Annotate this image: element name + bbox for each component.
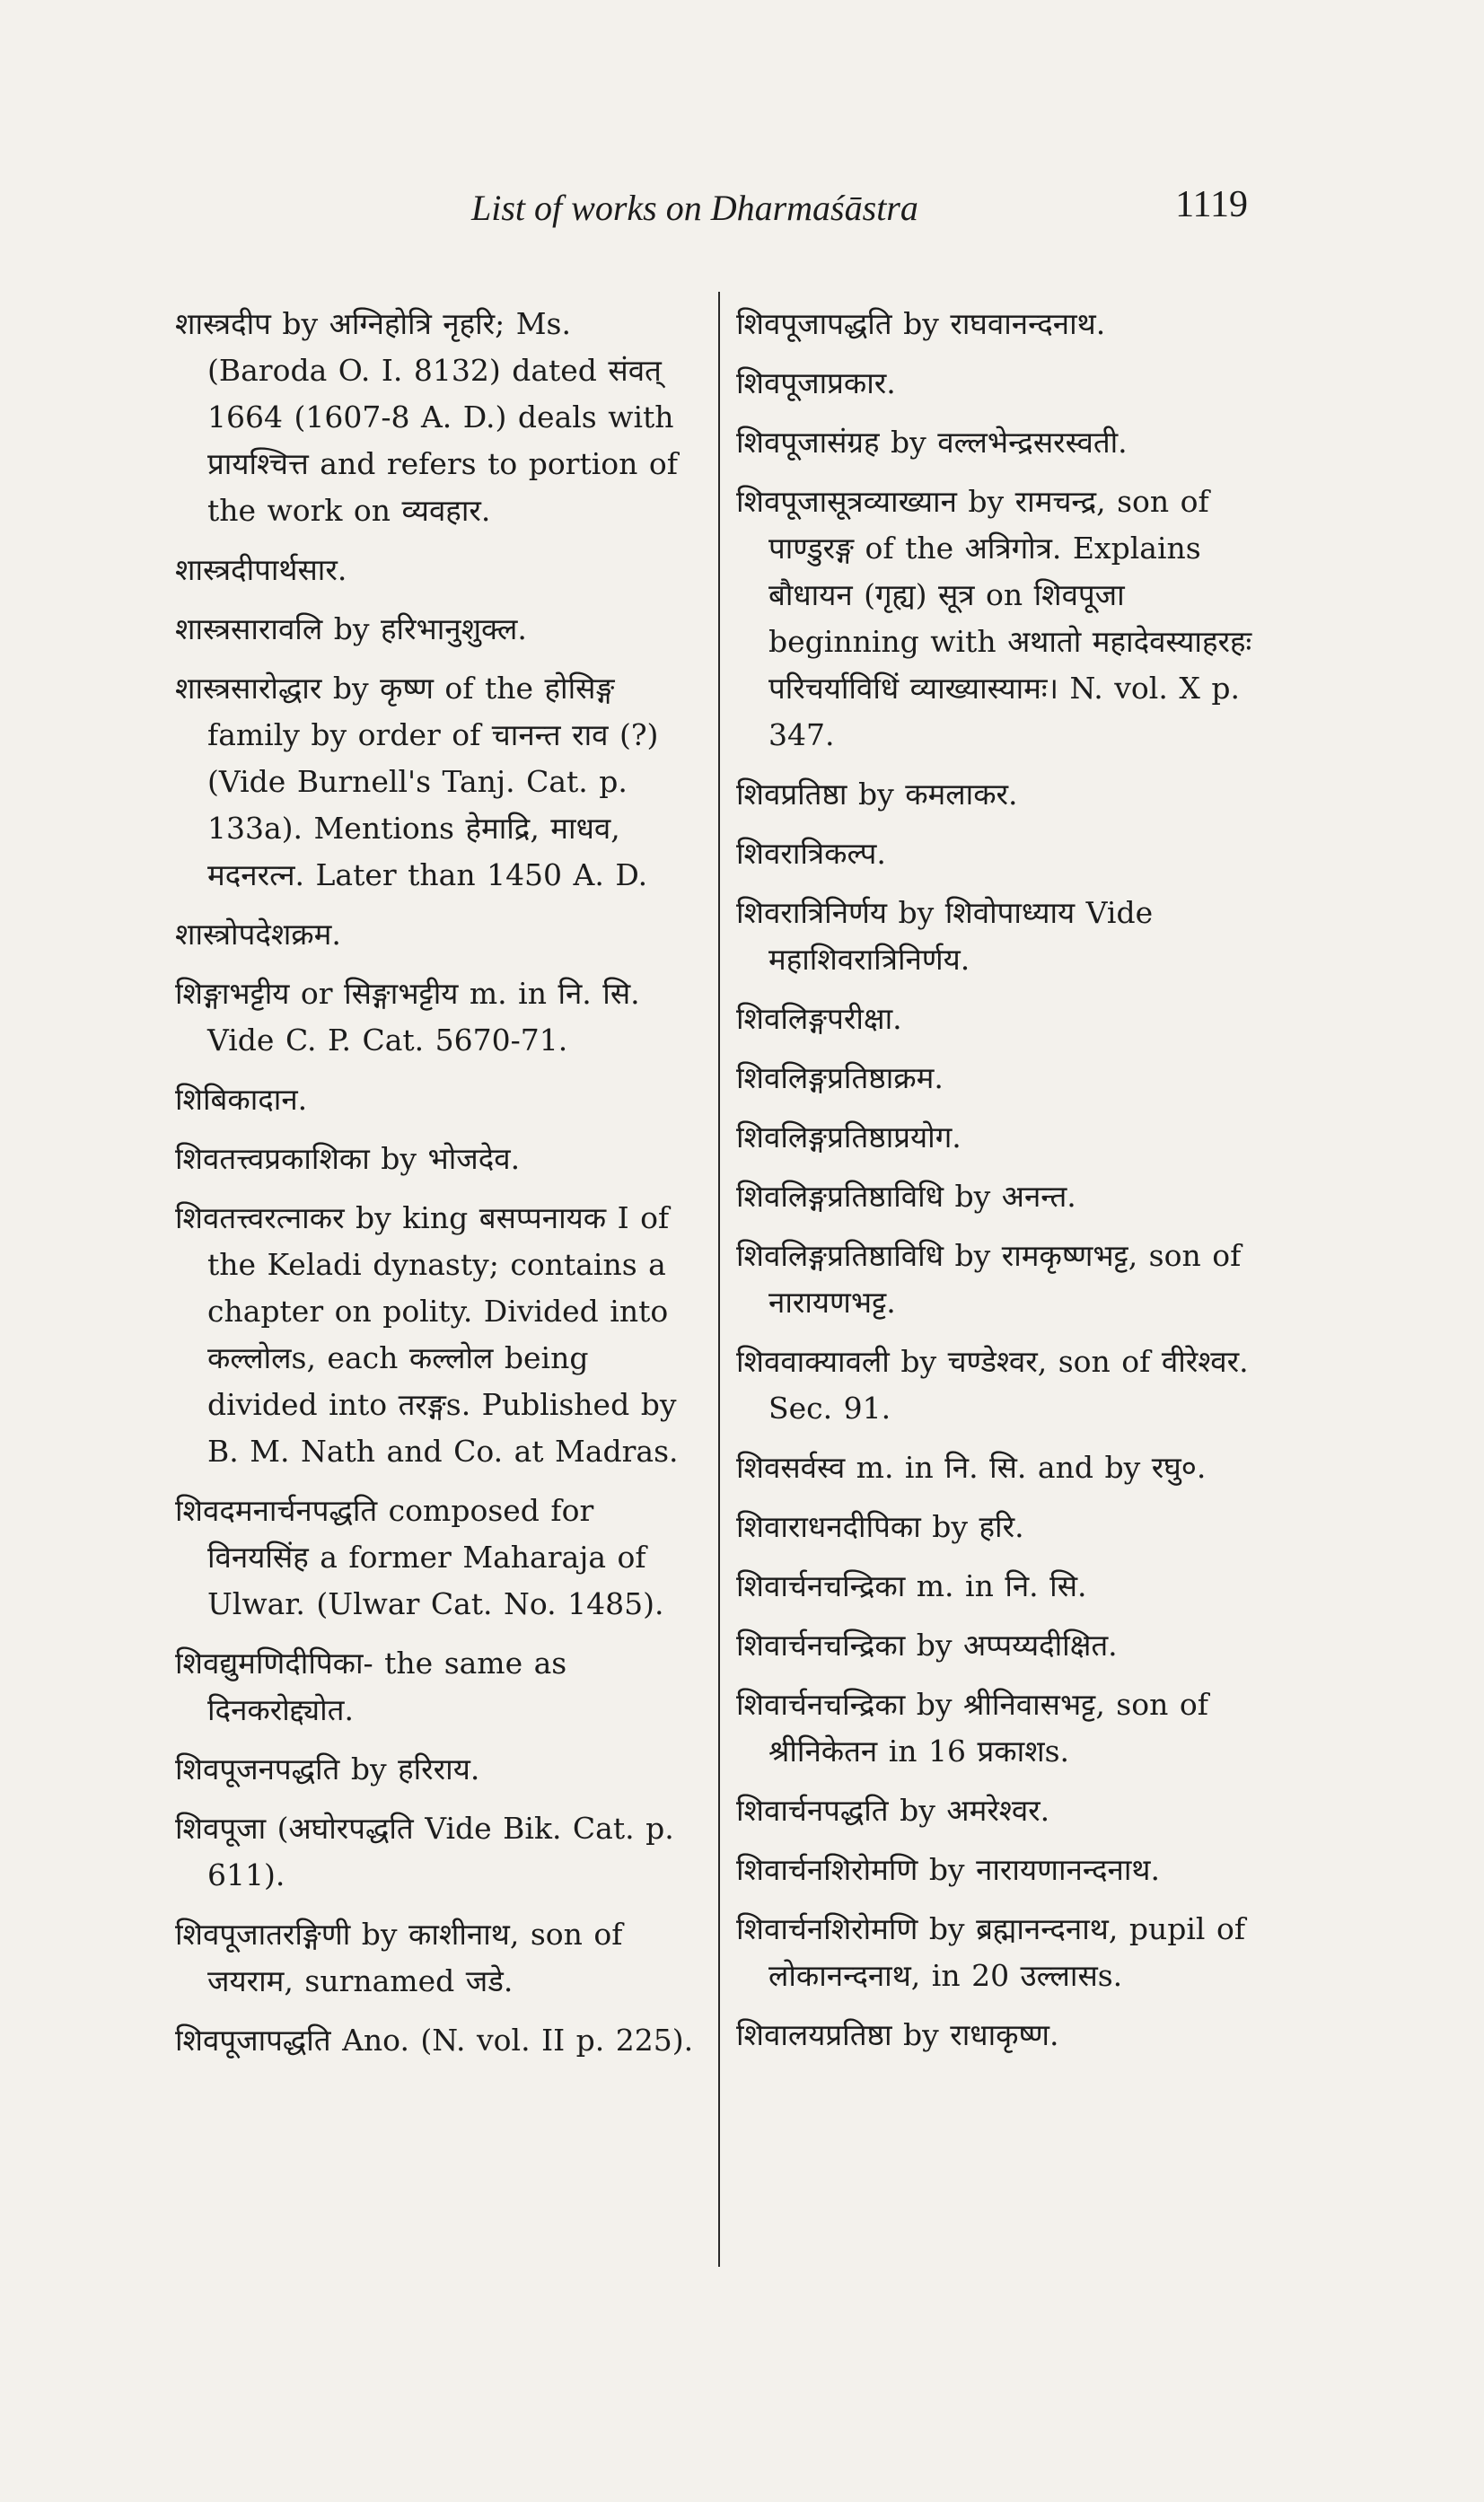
entry: शिवलिङ्गप्रतिष्ठाविधि by अनन्त. bbox=[736, 1179, 1076, 1214]
entry: शिवतत्त्वप्रकाशिका by भोजदेव. bbox=[175, 1141, 521, 1176]
entry: शिवपूजनपद्धति by हरिराय. bbox=[175, 1751, 480, 1787]
entry: शिवार्चनचन्द्रिका by अप्पय्यदीक्षित. bbox=[736, 1628, 1118, 1663]
entry: शिवार्चनचन्द्रिका by श्रीनिवासभट्ट, son of श्रीनिकेतन in 16 प्रकाशs. bbox=[736, 1687, 1208, 1769]
entry: शिवपूजातरङ्गिणी by काशीनाथ, son of जयराम, surnamed जडे. bbox=[175, 1917, 623, 1998]
entry: शिवाराधनदीपिका by हरि. bbox=[736, 1509, 1024, 1544]
entry: शिवपूजापद्धति Ano. (N. vol. II p. 225). bbox=[175, 2023, 694, 2058]
entry: शिवद्युमणिदीपिका- the same as दिनकरोद्द्योत. bbox=[175, 1646, 567, 1727]
entry: शिबिकादान. bbox=[175, 1082, 308, 1117]
entry: शिवसर्वस्व m. in नि. सि. and by रघु०. bbox=[736, 1450, 1207, 1485]
entry: शास्त्रदीप by अग्निहोत्रि नृहरि; Ms. (Baroda O. I. 8132) dated संवत् 1664 (1607-8 A. D.) deals with प्रायश्चित्त and refers to portion of the work on व्यवहार. bbox=[175, 306, 678, 528]
entry: शिवपूजासंग्रह by वल्लभेन्द्रसरस्वती. bbox=[736, 425, 1128, 460]
entry: शास्त्रोपदेशक्रम. bbox=[175, 917, 341, 952]
entry: शिवार्चनशिरोमणि by ब्रह्मानन्दनाथ, pupil of लोकानन्दनाथ, in 20 उल्लासs. bbox=[736, 1911, 1246, 1993]
entry: शिवरात्रिनिर्णय by शिवोपाध्याय Vide महाशिवरात्रिनिर्णय. bbox=[736, 895, 1154, 977]
entry: शिवपूजाप्रकार. bbox=[736, 365, 896, 400]
entry: शास्त्रसारोद्धार by कृष्ण of the होसिङ्ग family by order of चानन्त राव (?) (Vide Burnell's Tanj. Cat. p. 133a). Mentions हेमाद्रि, माधव, मदनरत्न. Later than 1450 A. D. bbox=[175, 671, 659, 892]
right-column bbox=[736, 301, 1257, 2071]
column-divider bbox=[718, 292, 720, 2267]
entry: शिवतत्त्वरत्नाकर by king बसप्पनायक I of the Keladi dynasty; contains a chapter on polity. Divided into कल्लोलs, each कल्लोल being divided into तरङ्गs. Published by B. M. Nath and Co. at Madras. bbox=[175, 1200, 679, 1469]
entry: शिवालयप्रतिष्ठा by राधाकृष्ण. bbox=[736, 2017, 1059, 2052]
page-number: 1119 bbox=[1175, 184, 1248, 225]
entry: शिवपूजापद्धति by राघवानन्दनाथ. bbox=[736, 306, 1106, 341]
entry: शिङ्गाभट्टीय or सिङ्गाभट्टीय m. in नि. सि. Vide C. P. Cat. 5670-71. bbox=[175, 976, 640, 1058]
entry: शिवदमनार्चनपद्धति composed for विनयसिंह a former Maharaja of Ulwar. (Ulwar Cat. No. 1485). bbox=[175, 1493, 664, 1621]
entry: शिववाक्यावली by चण्डेश्वर, son of वीरेश्वर. Sec. 91. bbox=[736, 1344, 1249, 1426]
running-title: List of works on Dharmaśāstra bbox=[471, 188, 918, 228]
entry: शिवार्चनपद्धति by अमरेश्वर. bbox=[736, 1793, 1050, 1828]
entry: शिवलिङ्गप्रतिष्ठाविधि by रामकृष्णभट्ट, son of नारायणभट्ट. bbox=[736, 1238, 1242, 1320]
entry: शिवलिङ्गप्रतिष्ठाप्रयोग. bbox=[736, 1119, 962, 1154]
entry: शिवार्चनशिरोमणि by नारायणानन्दनाथ. bbox=[736, 1852, 1160, 1887]
entry: शास्त्रदीपार्थसार. bbox=[175, 552, 347, 587]
page-header bbox=[162, 180, 1248, 233]
entry: शिवप्रतिष्ठा by कमलाकर. bbox=[736, 777, 1018, 812]
entry: शिवलिङ्गप्रतिष्ठाक्रम. bbox=[736, 1060, 944, 1095]
entry: शिवरात्रिकल्प. bbox=[736, 836, 886, 871]
entry: शिवपूजासूत्रव्याख्यान by रामचन्द्र, son of पाण्डुरङ्ग of the अत्रिगोत्र. Explains बौधायन (गृह्य) सूत्र on शिवपूजा beginning with अथातो महादेवस्याहरहः परिचर्याविधिं व्याख्यास्यामः। N. vol. X p. 347. bbox=[736, 484, 1252, 752]
entry: शिवार्चनचन्द्रिका m. in नि. सि. bbox=[736, 1568, 1087, 1603]
entry: शास्त्रसारावलि by हरिभानुशुक्ल. bbox=[175, 611, 527, 646]
entry: शिवलिङ्गपरीक्षा. bbox=[736, 1001, 902, 1036]
left-column bbox=[175, 301, 696, 2076]
entry: शिवपूजा (अघोरपद्धति Vide Bik. Cat. p. 611). bbox=[175, 1811, 674, 1892]
